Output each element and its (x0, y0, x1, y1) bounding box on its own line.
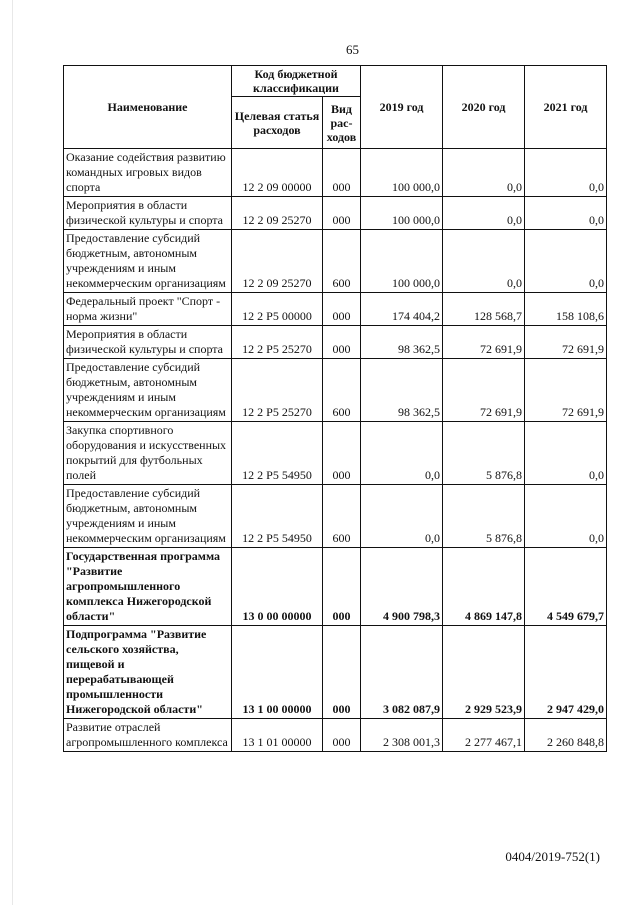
header-expense-type: Вид рас-ходов (323, 97, 361, 149)
row-expense-type-cell: 000 (323, 422, 361, 485)
row-2020-cell: 72 691,9 (443, 326, 525, 359)
row-target-item-cell: 12 2 P5 25270 (232, 326, 323, 359)
row-2021-cell: 2 260 848,8 (525, 719, 607, 752)
row-expense-type-cell: 000 (323, 626, 361, 719)
row-2019-cell: 3 082 087,9 (361, 626, 443, 719)
header-2020: 2020 год (443, 66, 525, 149)
row-2021-cell: 72 691,9 (525, 359, 607, 422)
table-row (64, 548, 607, 626)
row-name-cell: Подпрограмма "Развитие сельского хозяйства, пищевой и перерабатывающей промышленности Нижегородской области" (64, 626, 232, 719)
row-name-cell: Развитие отраслей агропромышленного комплекса (64, 719, 232, 752)
table-row (64, 485, 607, 548)
table-row (64, 149, 607, 197)
header-2019: 2019 год (361, 66, 443, 149)
row-2021-cell: 72 691,9 (525, 326, 607, 359)
row-2019-cell: 100 000,0 (361, 197, 443, 230)
row-name-cell: Оказание содействия развитию командных игровых видов спорта (64, 149, 232, 197)
row-expense-type-cell: 000 (323, 197, 361, 230)
row-2020-cell: 72 691,9 (443, 359, 525, 422)
row-name-cell: Федеральный проект "Спорт - норма жизни" (64, 293, 232, 326)
header-name: Наименование (64, 66, 232, 149)
row-2019-cell: 2 308 001,3 (361, 719, 443, 752)
row-target-item-cell: 13 0 00 00000 (232, 548, 323, 626)
row-expense-type-cell: 600 (323, 230, 361, 293)
row-target-item-cell: 12 2 P5 25270 (232, 359, 323, 422)
row-2020-cell: 5 876,8 (443, 422, 525, 485)
table-row (64, 326, 607, 359)
row-2019-cell: 174 404,2 (361, 293, 443, 326)
row-2019-cell: 100 000,0 (361, 230, 443, 293)
row-name-cell: Предоставление субсидий бюджетным, автономным учреждениям и иным некоммерческим организациям (64, 230, 232, 293)
header-target-item: Целевая статья расходов (232, 97, 323, 149)
row-target-item-cell: 12 2 09 25270 (232, 230, 323, 293)
row-2021-cell: 0,0 (525, 197, 607, 230)
row-expense-type-cell: 000 (323, 149, 361, 197)
row-2020-cell: 128 568,7 (443, 293, 525, 326)
row-name-cell: Предоставление субсидий бюджетным, автономным учреждениям и иным некоммерческим организациям (64, 485, 232, 548)
row-target-item-cell: 12 2 P5 54950 (232, 485, 323, 548)
row-2021-cell: 0,0 (525, 230, 607, 293)
row-name-cell: Закупка спортивного оборудования и искусственных покрытий для футбольных полей (64, 422, 232, 485)
budget-table (63, 65, 607, 752)
row-2021-cell: 2 947 429,0 (525, 626, 607, 719)
row-expense-type-cell: 000 (323, 548, 361, 626)
row-2019-cell: 0,0 (361, 422, 443, 485)
row-target-item-cell: 13 1 00 00000 (232, 626, 323, 719)
row-target-item-cell: 12 2 P5 54950 (232, 422, 323, 485)
row-2021-cell: 158 108,6 (525, 293, 607, 326)
row-2020-cell: 0,0 (443, 149, 525, 197)
row-target-item-cell: 12 2 09 25270 (232, 197, 323, 230)
table-row (64, 422, 607, 485)
row-name-cell: Мероприятия в области физической культуры и спорта (64, 197, 232, 230)
table-row (64, 719, 607, 752)
row-2020-cell: 0,0 (443, 230, 525, 293)
row-name-cell: Мероприятия в области физической культуры и спорта (64, 326, 232, 359)
row-expense-type-cell: 000 (323, 719, 361, 752)
row-2020-cell: 4 869 147,8 (443, 548, 525, 626)
row-target-item-cell: 13 1 01 00000 (232, 719, 323, 752)
row-expense-type-cell: 600 (323, 359, 361, 422)
row-2021-cell: 0,0 (525, 485, 607, 548)
row-2019-cell: 98 362,5 (361, 326, 443, 359)
table-row (64, 626, 607, 719)
row-2021-cell: 0,0 (525, 149, 607, 197)
page-number: 65 (346, 42, 359, 57)
row-2020-cell: 2 929 523,9 (443, 626, 525, 719)
table-header (64, 66, 607, 149)
table-row (64, 293, 607, 326)
row-2019-cell: 100 000,0 (361, 149, 443, 197)
row-name-cell: Государственная программа "Развитие агропромышленного комплекса Нижегородской области" (64, 548, 232, 626)
header-2021: 2021 год (525, 66, 607, 149)
header-budget-code-group: Код бюджетной классификации (232, 66, 361, 97)
row-2020-cell: 2 277 467,1 (443, 719, 525, 752)
row-2020-cell: 5 876,8 (443, 485, 525, 548)
row-2021-cell: 0,0 (525, 422, 607, 485)
row-target-item-cell: 12 2 09 00000 (232, 149, 323, 197)
row-2019-cell: 4 900 798,3 (361, 548, 443, 626)
row-expense-type-cell: 000 (323, 326, 361, 359)
row-2020-cell: 0,0 (443, 197, 525, 230)
table-body (64, 149, 607, 752)
table-row (64, 197, 607, 230)
table-row (64, 230, 607, 293)
row-expense-type-cell: 600 (323, 485, 361, 548)
table-row (64, 359, 607, 422)
scan-edge-line (12, 0, 13, 905)
row-2021-cell: 4 549 679,7 (525, 548, 607, 626)
document-id: 0404/2019-752(1) (505, 849, 600, 864)
row-2019-cell: 98 362,5 (361, 359, 443, 422)
row-2019-cell: 0,0 (361, 485, 443, 548)
row-target-item-cell: 12 2 P5 00000 (232, 293, 323, 326)
row-name-cell: Предоставление субсидий бюджетным, автономным учреждениям и иным некоммерческим организациям (64, 359, 232, 422)
row-expense-type-cell: 000 (323, 293, 361, 326)
